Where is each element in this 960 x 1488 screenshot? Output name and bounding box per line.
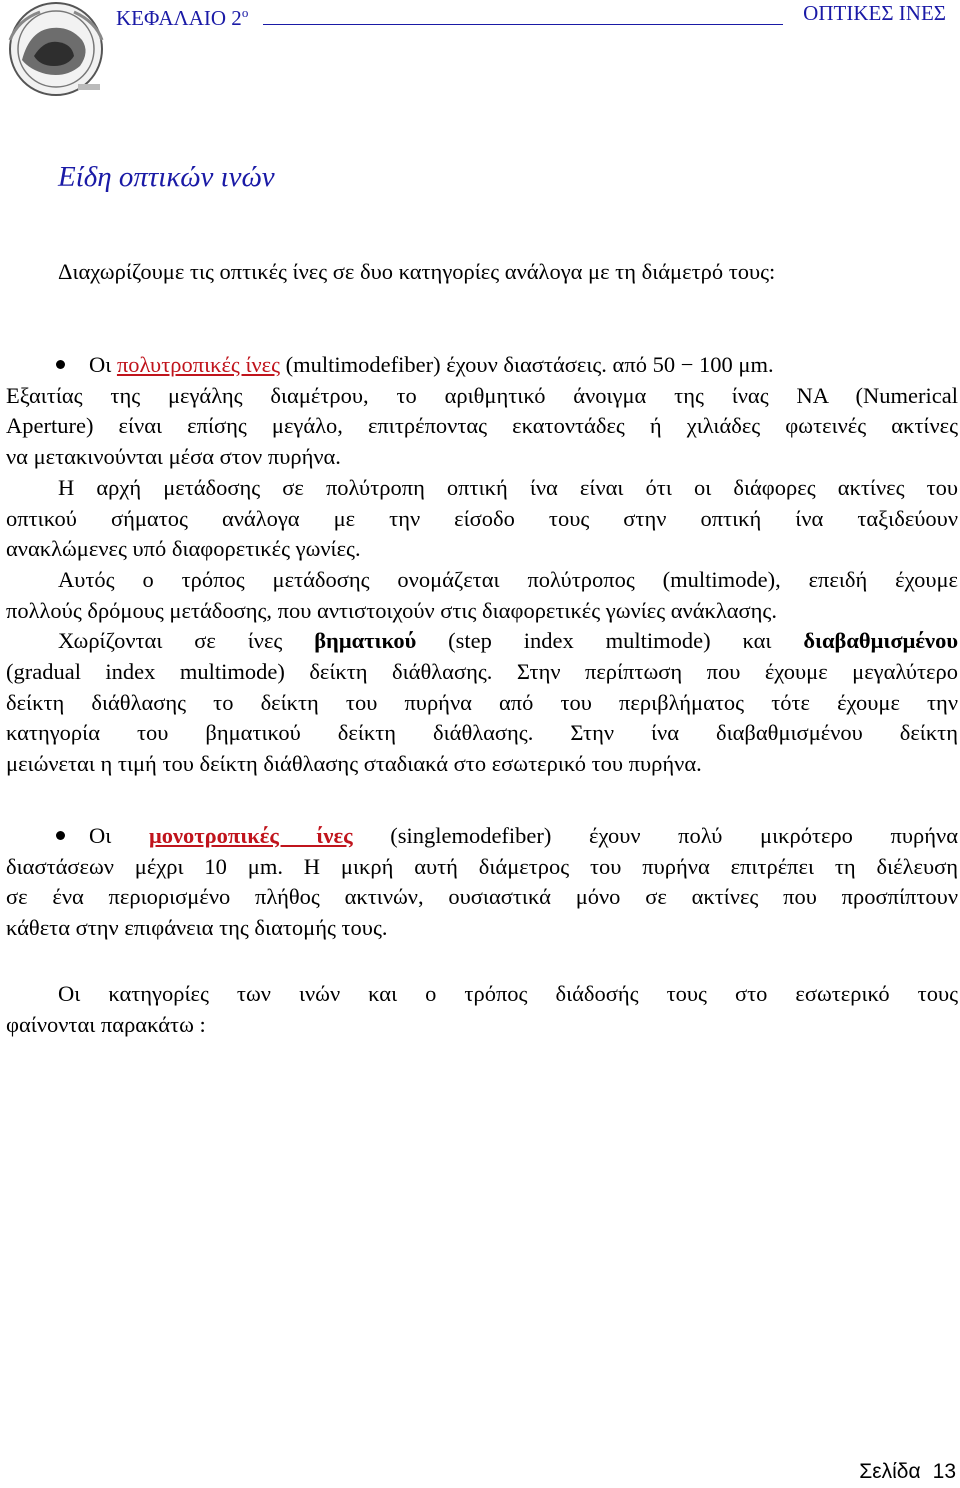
bullet1-line-12: δείκτη διάθλασης το δείκτη του πυρήνα από του περιβλήματος τότε έχουμε την [6,689,958,715]
term-graded-index: διαβαθμισμένου [803,628,958,654]
bullet2-line-1: Οι μονοτροπικές ίνες (singlemodefiber) έχουν πολύ μικρότερο πυρήνα [6,821,958,852]
bullet1-line-9: πολλούς δρόμους μετάδοσης, που αντιστοιχούν στις διαφορετικές γωνίες ανάκλασης. [6,597,777,623]
term-singlemode: μονοτροπικές ίνες [148,823,353,848]
bullet-multimode [6,350,958,780]
bullet2-line-2: διαστάσεων μέχρι 10 μm. Η μικρή αυτή διάμετρος του πυρήνα επιτρέπει τη διέλευση [6,853,959,879]
bullet1-line-6: οπτικού σήματος ανάλογα με την είσοδο τους στην οπτική ίνα ταξιδεύουν [6,505,958,531]
page-number: 13 [932,1460,956,1483]
bullet-dot-icon [56,360,65,369]
closing-paragraph [6,979,958,1040]
bullet1-line-2: Εξαιτίας της μεγάλης διαμέτρου, το αριθμητικό άνοιγμα της ίνας NA (Numerical [6,382,958,408]
bullet-dot-icon [56,831,65,840]
closing-line-2: φαίνονται παρακάτω : [6,1011,206,1037]
bullet1-line-14: μειώνεται η τιμή του δείκτη διάθλασης σταδιακά στο εσωτερικό του πυρήνα. [6,751,702,777]
bullet1-line-10: Χωρίζονται σε ίνες βηματικού (step index multimode) και διαβαθμισμένου [58,628,958,654]
university-seal-logo [0,0,112,98]
closing-line-1: Οι κατηγορίες των ινών και ο τρόπος διάδοσής τους στο εσωτερικό τους [58,981,958,1006]
bullet1-line-5: Η αρχή μετάδοσης σε πολύτροπη οπτική ίνα είναι ότι οι διάφορες ακτίνες του [58,474,958,500]
page-footer [847,1460,956,1484]
header-rule [263,24,783,25]
section-title: Είδη οπτικών ινών [58,161,275,193]
term-multimode: πολυτροπικές ίνες [116,352,281,377]
bullet2-line-3: σε ένα περιορισμένο πλήθος ακτινών, ουσιαστικά μόνο σε ακτίνες που προσπίπτουν [6,884,958,910]
term-step-index: βηματικού [314,628,417,654]
bullet1-line-1: Οι πολυτροπικές ίνες (multimodefiber) έχουν διαστάσεις. από 50 − 100 μm. [6,350,958,381]
page-label: Σελίδα [859,1460,921,1483]
bullet1-line-13: κατηγορία του βηματικού δείκτη διάθλασης. Στην ίνα διαβαθμισμένου δείκτη [6,720,958,746]
bullet1-line-4: να μετακινούνται μέσα στον πυρήνα. [6,444,341,470]
subject-label: ΟΠΤΙΚΕΣ ΙΝΕΣ [803,1,946,25]
page-header [116,0,946,28]
intro-paragraph: Διαχωρίζουμε τις οπτικές ίνες σε δυο κατηγορίες ανάλογα με τη διάμετρό τους: [58,259,776,284]
bullet-singlemode [6,821,958,944]
bullet1-line-11: (gradual index multimode) δείκτη διάθλασης. Στην περίπτωση που έχουμε μεγαλύτερο [6,659,958,685]
bullet1-line-7: ανακλώμενες υπό διαφορετικές γωνίες. [6,536,361,562]
bullet1-line-3: Aperture) είναι επίσης μεγάλο, επιτρέποντας εκατοντάδες ή χιλιάδες φωτεινές ακτίνες [6,413,958,439]
chapter-label: ΚΕΦΑΛΑΙΟ $2^o$ [116,5,249,30]
bullet2-line-4: κάθετα στην επιφάνεια της διατομής τους. [6,915,388,941]
bullet1-line-8: Αυτός ο τρόπος μετάδοσης ονομάζεται πολύτροπος (multimode), επειδή έχουμε [58,566,958,592]
